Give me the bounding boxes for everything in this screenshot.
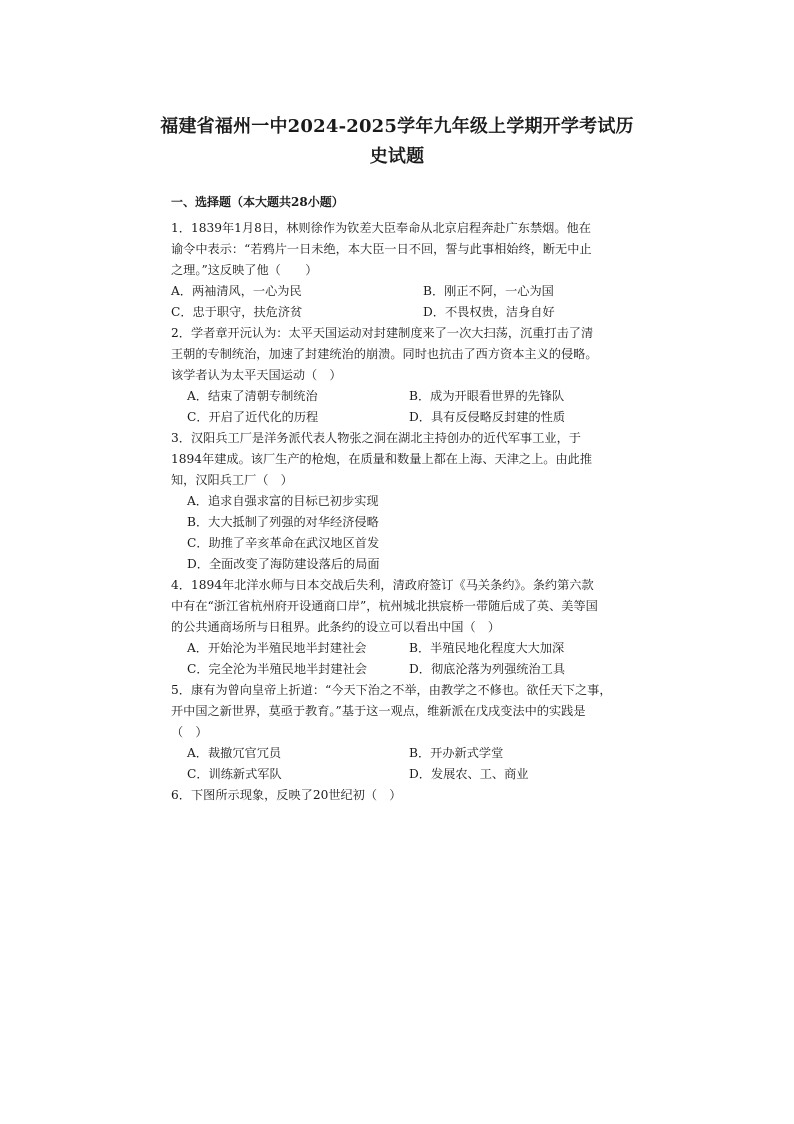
option-a: A．追求自强求富的目标已初步实现 (187, 494, 379, 508)
options (171, 386, 641, 428)
question-6 (171, 785, 641, 806)
question-line: 该学者认为太平天国运动（ ） (171, 368, 342, 382)
option-b: B．半殖民地化程度大大加深 (409, 641, 565, 655)
question-line: 3．汉阳兵工厂是洋务派代表人物张之洞在湖北主持创办的近代军事工业，于 (171, 431, 581, 445)
question-5 (171, 680, 641, 785)
option-d: D．彻底沦落为列强统治工具 (409, 662, 566, 676)
title-line-2: 史试题 (369, 146, 425, 167)
question-line: 1．1839年1月8日，林则徐作为钦差大臣奉命从北京启程奔赴广东禁烟。他在 (171, 221, 591, 235)
options (171, 638, 641, 680)
question-line: 5．康有为曾向皇帝上折道：“今天下治之不举，由教学之不修也。欲任天下之事， (171, 683, 612, 697)
option-c: C．助推了辛亥革命在武汉地区首发 (187, 536, 380, 550)
question-line: 谕令中表示：“若鸦片一日未绝，本大臣一日不回，誓与此事相始终，断无中止 (171, 242, 592, 256)
question-line: （ ） (171, 725, 208, 739)
question-line: 4．1894年北洋水师与日本交战后失利，清政府签订《马关条约》。条约第六款 (171, 578, 594, 592)
question-line: 2．学者章开沅认为：太平天国运动对封建制度来了一次大扫荡，沉重打击了清 (171, 326, 594, 340)
option-c: C．开启了近代化的历程 (187, 410, 319, 424)
option-b: B．开办新式学堂 (409, 746, 504, 760)
options (171, 281, 641, 323)
question-line: 王朝的专制统治，加速了封建统治的崩溃。同时也抗击了西方资本主义的侵略。 (171, 347, 598, 361)
option-d: D．发展农、工、商业 (409, 767, 529, 781)
question-1 (171, 218, 641, 323)
question-line: 知，汉阳兵工厂（ ） (171, 473, 293, 487)
option-a: A．裁撤冗官冗员 (187, 746, 282, 760)
option-c: C．完全沦为半殖民地半封建社会 (187, 662, 367, 676)
question-line: 的公共通商场所与日租界。此条约的设立可以看出中国（ ） (171, 620, 501, 634)
section-header: 一、选择题（本大题共28小题） (171, 195, 344, 209)
question-3 (171, 428, 641, 575)
question-2 (171, 323, 641, 428)
question-4 (171, 575, 641, 680)
option-d: D．具有反侵略反封建的性质 (409, 410, 566, 424)
option-d: D．全面改变了海防建设落后的局面 (187, 557, 380, 571)
options (171, 743, 641, 785)
document-title (150, 112, 644, 172)
question-line: 1894年建成。该厂生产的枪炮，在质量和数量上都在上海、天津之上。由此推 (171, 452, 593, 466)
question-line: 6．下图所示现象，反映了20世纪初（ ） (171, 788, 402, 802)
options (171, 491, 641, 575)
option-c: C．忠于职守，扶危济贫 (171, 305, 303, 319)
option-a: A．结束了清朝专制统治 (187, 389, 318, 403)
title-line-1: 福建省福州一中2024-2025学年九年级上学期开学考试历 (160, 116, 634, 137)
option-b: B．大大抵制了列强的对华经济侵略 (187, 515, 379, 529)
option-d: D．不畏权贵，洁身自好 (423, 305, 555, 319)
question-line: 开中国之新世界，莫亟于教育。”基于这一观点，维新派在戊戌变法中的实践是 (171, 704, 586, 718)
option-a: A．两袖清风，一心为民 (171, 284, 302, 298)
option-b: B．成为开眼看世界的先锋队 (409, 389, 565, 403)
option-c: C．训练新式军队 (187, 767, 282, 781)
question-line: 中有在“浙江省杭州府开设通商口岸”，杭州城北拱宸桥一带随后成了英、美等国 (171, 599, 598, 613)
question-line: 之理。”这反映了他（ ） (171, 263, 318, 277)
option-a: A．开始沦为半殖民地半封建社会 (187, 641, 367, 655)
option-b: B．刚正不阿，一心为国 (423, 284, 554, 298)
